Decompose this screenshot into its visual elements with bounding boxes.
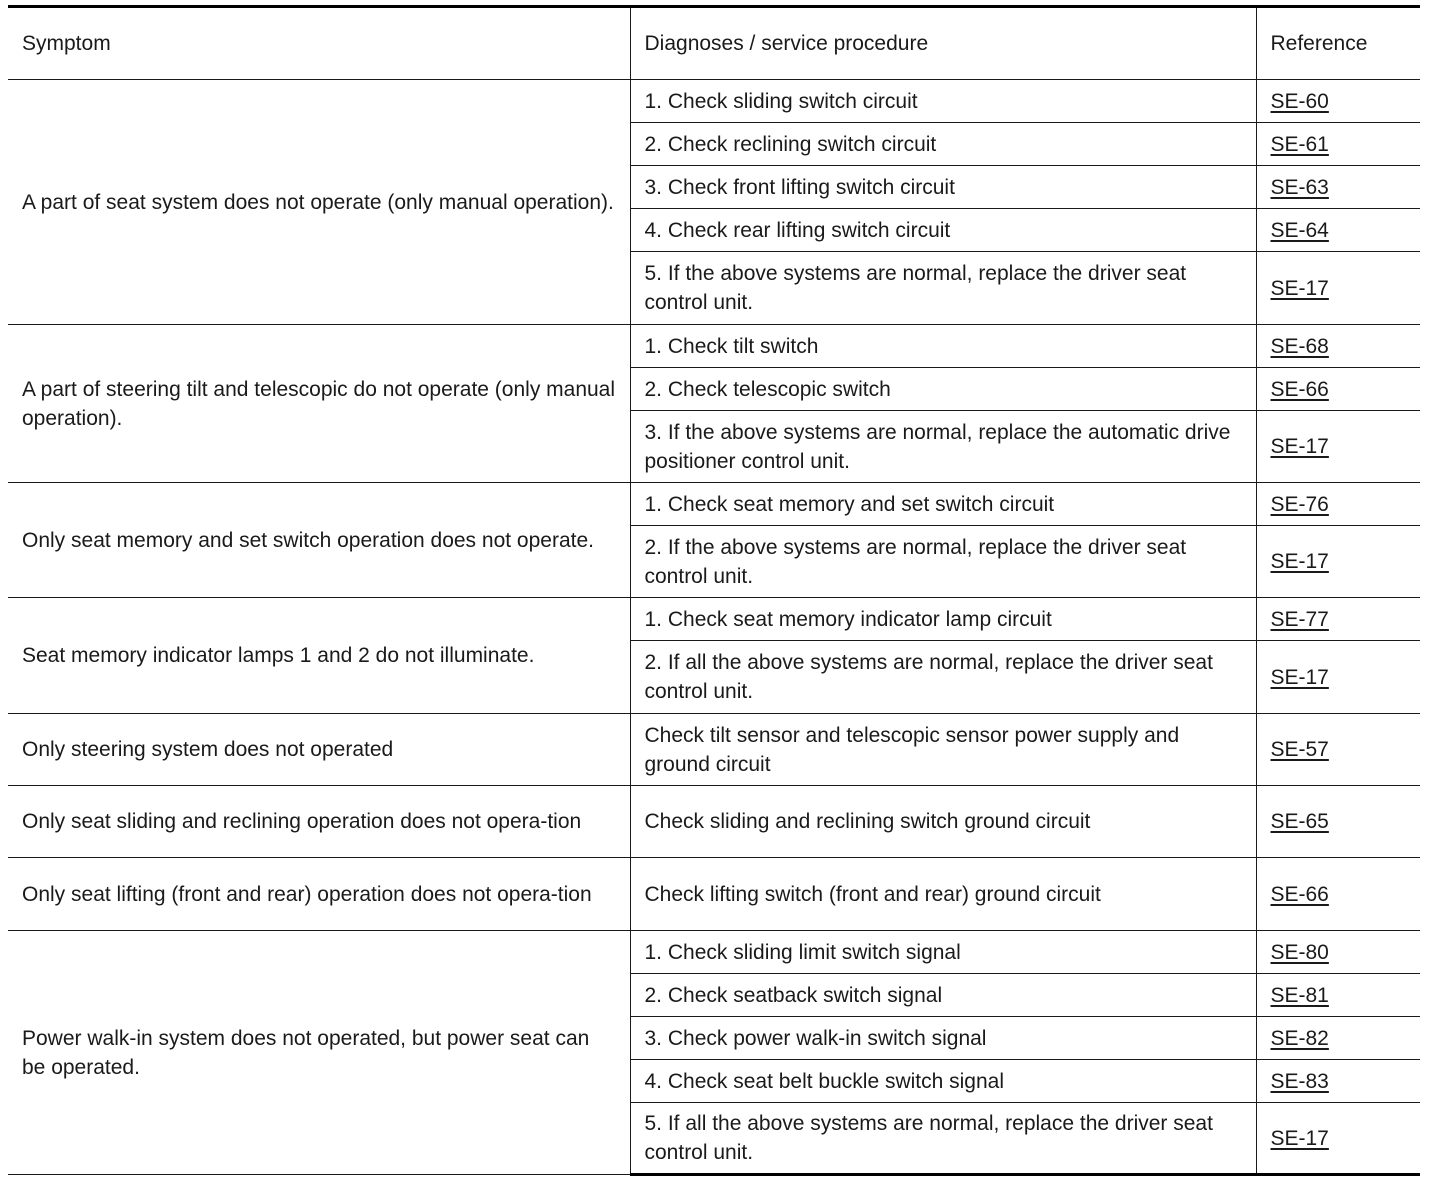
reference-cell — [1256, 80, 1420, 123]
diagnosis-step: 2. If all the above systems are normal, replace the driver seat control unit. — [630, 641, 1256, 714]
diagnosis-step: 4. Check rear lifting switch circuit — [630, 209, 1256, 252]
reference-cell — [1256, 786, 1420, 858]
symptom-table — [8, 5, 1420, 1176]
reference-cell — [1256, 325, 1420, 368]
reference-cell — [1256, 1060, 1420, 1103]
diagnosis-step: 1. Check tilt switch — [630, 325, 1256, 368]
reference-link[interactable]: SE-77 — [1270, 607, 1329, 631]
symptom-cell: A part of seat system does not operate (only manual operation). — [8, 80, 630, 325]
reference-link[interactable]: SE-83 — [1270, 1069, 1329, 1093]
diagnosis-step: 3. Check power walk-in switch signal — [630, 1017, 1256, 1060]
reference-link[interactable]: SE-60 — [1270, 89, 1329, 113]
table-row — [8, 714, 1420, 786]
reference-link[interactable]: SE-81 — [1270, 983, 1329, 1007]
reference-cell — [1256, 166, 1420, 209]
table-row — [8, 786, 1420, 858]
diagnosis-step: 3. Check front lifting switch circuit — [630, 166, 1256, 209]
table-row — [8, 931, 1420, 974]
reference-link[interactable]: SE-76 — [1270, 492, 1329, 516]
symptom-cell: Power walk-in system does not operated, but power seat can be operated. — [8, 931, 630, 1175]
symptom-cell: Only seat memory and set switch operation does not operate. — [8, 483, 630, 598]
diagnosis-step: Check sliding and reclining switch ground circuit — [630, 786, 1256, 858]
reference-cell — [1256, 714, 1420, 786]
reference-link[interactable]: SE-17 — [1270, 435, 1329, 458]
table-row — [8, 858, 1420, 931]
diagnosis-step: Check lifting switch (front and rear) ground circuit — [630, 858, 1256, 931]
reference-link[interactable]: SE-80 — [1270, 940, 1329, 964]
symptom-cell: Seat memory indicator lamps 1 and 2 do not illuminate. — [8, 598, 630, 714]
diagnosis-step: 5. If all the above systems are normal, replace the driver seat control unit. — [630, 1103, 1256, 1175]
table-row — [8, 598, 1420, 641]
diagnosis-step: 1. Check seat memory indicator lamp circuit — [630, 598, 1256, 641]
diagnosis-step: Check tilt sensor and telescopic sensor power supply and ground circuit — [630, 714, 1256, 786]
symptom-cell: Only steering system does not operated — [8, 714, 630, 786]
diagnosis-step: 2. If the above systems are normal, replace the driver seat control unit. — [630, 526, 1256, 598]
reference-link[interactable]: SE-66 — [1270, 882, 1329, 906]
diagnosis-step: 2. Check telescopic switch — [630, 368, 1256, 411]
reference-link[interactable]: SE-17 — [1270, 1126, 1329, 1150]
reference-link[interactable]: SE-63 — [1270, 175, 1329, 199]
table-row — [8, 483, 1420, 526]
reference-cell — [1256, 1103, 1420, 1175]
reference-cell — [1256, 931, 1420, 974]
reference-link[interactable]: SE-61 — [1270, 132, 1329, 156]
diagnosis-step: 2. Check reclining switch circuit — [630, 123, 1256, 166]
diagnosis-step: 1. Check sliding switch circuit — [630, 80, 1256, 123]
diagnosis-step: 1. Check sliding limit switch signal — [630, 931, 1256, 974]
header-reference: Reference — [1256, 7, 1420, 80]
reference-cell — [1256, 598, 1420, 641]
symptom-cell: Only seat lifting (front and rear) operation does not opera-tion — [8, 858, 630, 931]
reference-cell — [1256, 526, 1420, 598]
table-row — [8, 80, 1420, 123]
reference-cell — [1256, 209, 1420, 252]
reference-cell — [1256, 252, 1420, 325]
reference-link[interactable]: SE-17 — [1270, 665, 1329, 689]
diagnosis-step: 5. If the above systems are normal, replace the driver seat control unit. — [630, 252, 1256, 325]
header-row — [8, 7, 1420, 80]
reference-cell — [1256, 411, 1420, 483]
reference-cell — [1256, 368, 1420, 411]
reference-link[interactable]: SE-17 — [1270, 276, 1329, 300]
reference-link[interactable]: SE-64 — [1270, 218, 1329, 242]
reference-cell — [1256, 123, 1420, 166]
reference-cell — [1256, 974, 1420, 1017]
symptom-cell: Only seat sliding and reclining operation does not opera-tion — [8, 786, 630, 858]
diagnosis-step: 4. Check seat belt buckle switch signal — [630, 1060, 1256, 1103]
header-symptom: Symptom — [8, 7, 630, 80]
diagnosis-step: 3. If the above systems are normal, replace the automatic drive positioner control unit. — [630, 411, 1256, 483]
reference-link[interactable]: SE-17 — [1270, 550, 1329, 573]
reference-cell — [1256, 858, 1420, 931]
reference-link[interactable]: SE-68 — [1270, 334, 1329, 358]
reference-link[interactable]: SE-66 — [1270, 377, 1329, 401]
reference-cell — [1256, 641, 1420, 714]
diagnosis-step: 1. Check seat memory and set switch circuit — [630, 483, 1256, 526]
header-diagnosis: Diagnoses / service procedure — [630, 7, 1256, 80]
symptom-cell: A part of steering tilt and telescopic do not operate (only manual operation). — [8, 325, 630, 483]
table-row — [8, 325, 1420, 368]
reference-link[interactable]: SE-82 — [1270, 1026, 1329, 1050]
reference-cell — [1256, 483, 1420, 526]
reference-link[interactable]: SE-65 — [1270, 810, 1329, 833]
diagnosis-step: 2. Check seatback switch signal — [630, 974, 1256, 1017]
reference-link[interactable]: SE-57 — [1270, 738, 1329, 761]
reference-cell — [1256, 1017, 1420, 1060]
